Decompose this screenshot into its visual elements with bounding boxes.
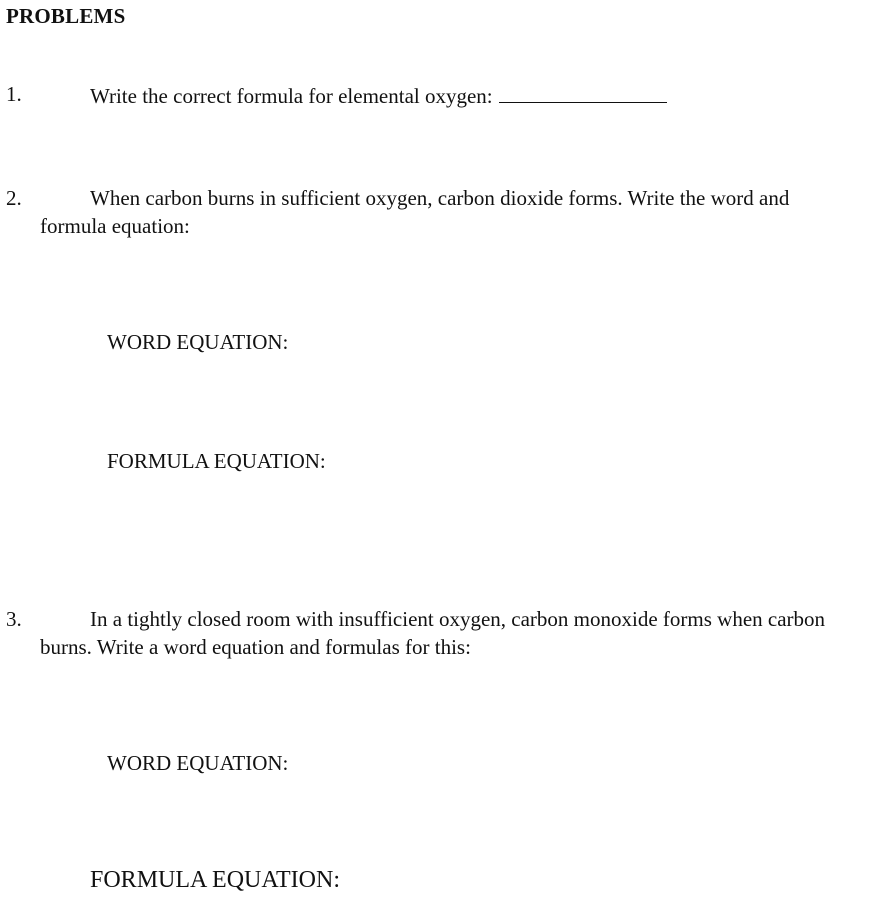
problem-1-number: 1.: [6, 82, 22, 106]
problem-1-answer-blank[interactable]: [499, 84, 667, 103]
problem-2-formula-equation-label: FORMULA EQUATION:: [107, 449, 326, 473]
page-heading: PROBLEMS: [6, 4, 126, 28]
problem-2-word-equation-label: WORD EQUATION:: [107, 330, 289, 354]
problem-1-question: Write the correct formula for elemental oxygen:: [90, 84, 493, 108]
problem-3-number: 3.: [6, 607, 22, 631]
problem-3-formula-equation-label: FORMULA EQUATION:: [90, 867, 341, 893]
problem-3-word-equation-label: WORD EQUATION:: [107, 751, 289, 775]
problem-2-number: 2.: [6, 186, 22, 210]
problem-3-line-1: In a tightly closed room with insufficient oxygen, carbon monoxide forms when carbon: [90, 607, 826, 631]
problem-2-line-2: formula equation:: [40, 214, 190, 238]
problem-1-text-row: [90, 84, 667, 107]
problem-3-line-2: burns. Write a word equation and formulas for this:: [40, 635, 471, 659]
problem-2-line-1: When carbon burns in sufficient oxygen, carbon dioxide forms. Write the word and: [90, 186, 790, 210]
